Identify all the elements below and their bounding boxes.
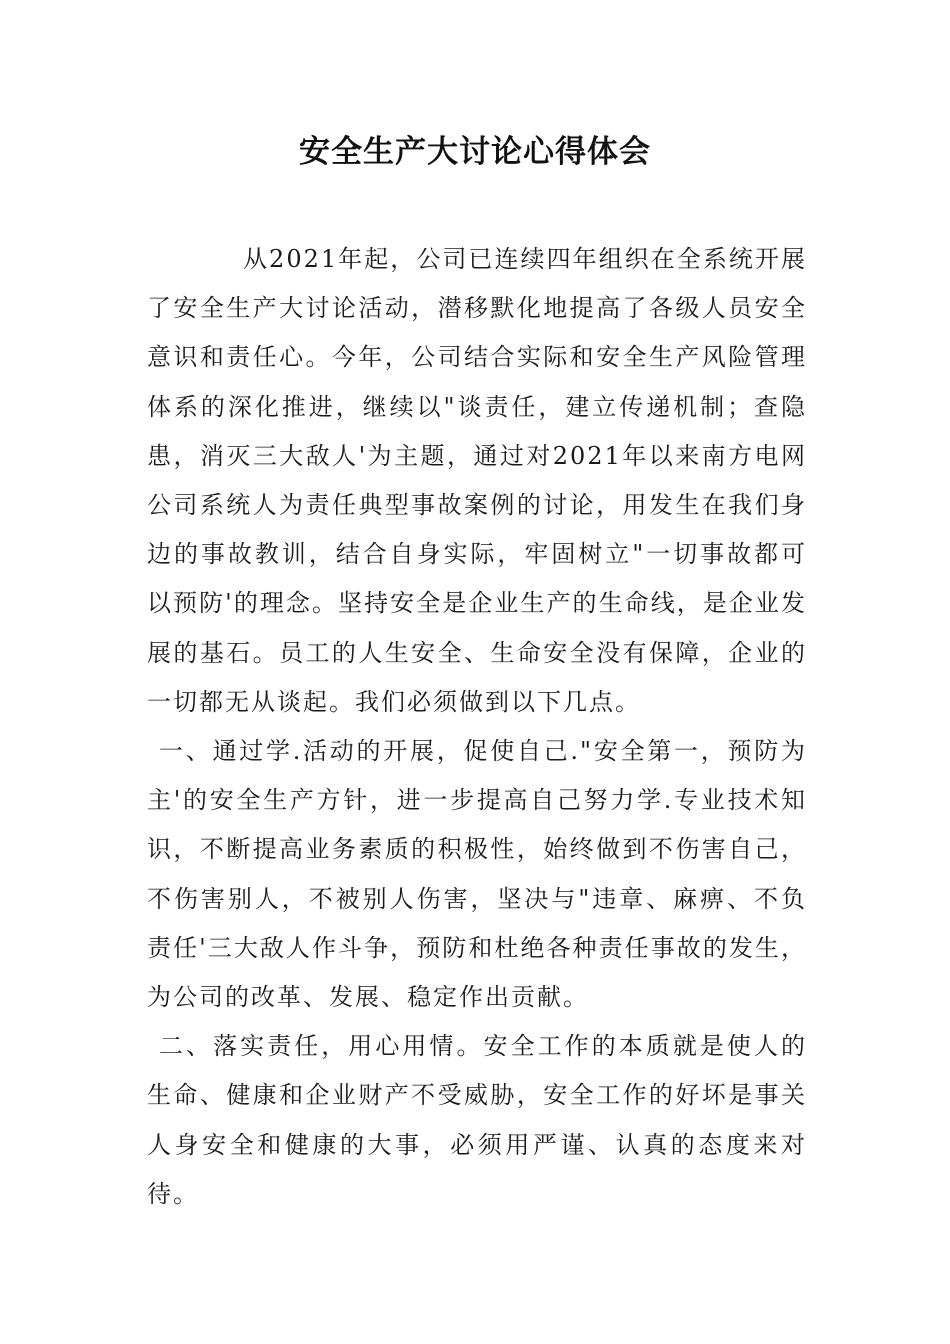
document-body [147, 235, 807, 1219]
document-title: 安全生产大讨论心得体会 [299, 134, 651, 170]
paragraph-intro: 从2021年起，公司已连续四年组织在全系统开展了安全生产大讨论活动，潜移默化地提高了各级人员安全意识和责任心。今年，公司结合实际和安全生产风险管理体系的深化推进，继续以"谈责任，建立传递机制；查隐患，消灭三大敌人'为主题，通过对2021年以来南方电网公司系统人为责任典型事故案例的讨论，用发生在我们身边的事故教训，结合自身实际，牢固树立"一切事故都可以预防'的理念。坚持安全是企业生产的生命线，是企业发展的基石。员工的人生安全、生命安全没有保障，企业的一切都无从谈起。我们必须做到以下几点。 [147, 245, 807, 716]
paragraph-point-two: 二、落实责任，用心用情。安全工作的本质就是使人的生命、健康和企业财产不受威胁，安全工作的好坏是事关人身安全和健康的大事，必须用严谨、认真的态度来对待。 [147, 1032, 807, 1208]
paragraph-point-one: 一、通过学.活动的开展，促使自己."安全第一，预防为主'的安全生产方针，进一步提高自己努力学.专业技术知识，不断提高业务素质的积极性，始终做到不伤害自己，不伤害别人，不被别人伤害，坚决与"违章、麻痹、不负责任'三大敌人作斗争，预防和杜绝各种责任事故的发生，为公司的改革、发展、稳定作出贡献。 [147, 737, 807, 1012]
